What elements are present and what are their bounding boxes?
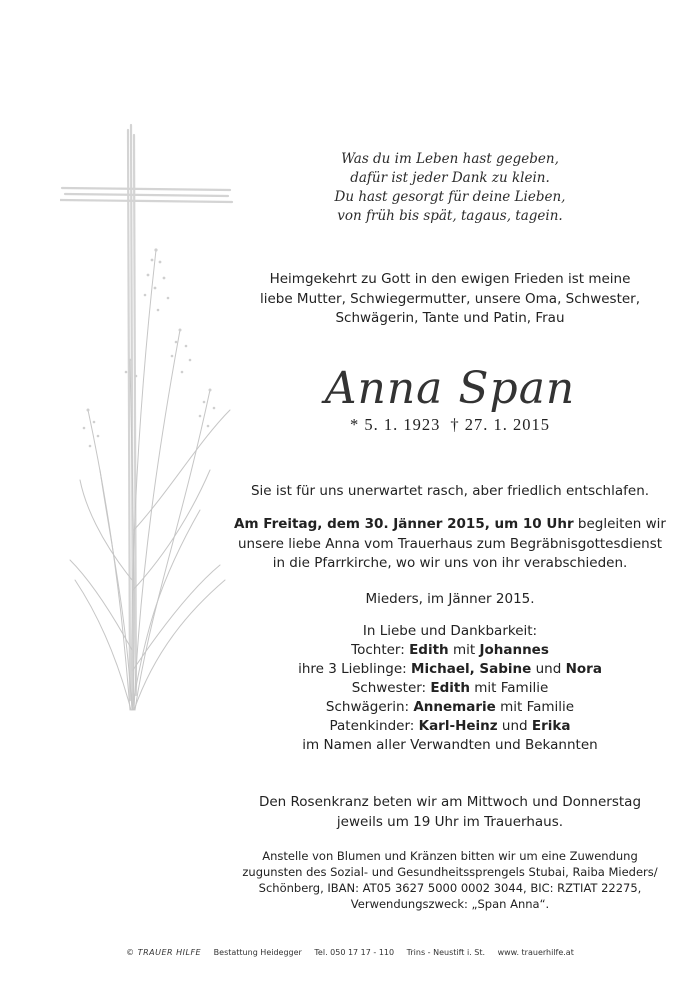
mourner-row: Schwägerin: Annemarie mit Familie bbox=[325, 699, 575, 715]
death-date: † 27. 1. 2015 bbox=[450, 415, 550, 434]
poem-line: von früh bis spät, tagaus, tagein. bbox=[337, 208, 563, 224]
trauerhilfe-logo: © TRAUER HILFE bbox=[126, 948, 202, 957]
intro-line: Heimgekehrt zu Gott in den ewigen Frieden ist meine bbox=[269, 271, 631, 287]
company-address: Trins - Neustift i. St. bbox=[406, 948, 486, 957]
funeral-text: begleiten wir bbox=[573, 516, 666, 532]
funeral-text: unsere liebe Anna vom Trauerhaus zum Begräbnisgottesdienst bbox=[237, 535, 663, 552]
poem-line: dafür ist jeder Dank zu klein. bbox=[350, 170, 550, 186]
funeral-date: Am Freitag, dem 30. Jänner 2015, um 10 Uhr bbox=[234, 516, 574, 532]
donation-notice: Anstelle von Blumen und Kränzen bitten wir um eine Zuwendung zugunsten des Sozial- und Gesundheitssprengels Stubai, Raiba Mieders/ Schönberg, IBAN: AT05 3627 5000 0002 3044, BIC: RZTIAT 22275, Verwendungszweck: „Span Anna“. bbox=[242, 849, 658, 911]
birth-date: * 5. 1. 1923 bbox=[350, 415, 441, 434]
mourner-row: Patenkinder: Karl-Heinz und Erika bbox=[329, 718, 571, 734]
mourner-row: Tochter: Edith mit Johannes bbox=[351, 642, 549, 658]
intro-line: liebe Mutter, Schwiegermutter, unsere Oma, Schwester, bbox=[259, 290, 641, 307]
mourners-heading: In Liebe und Dankbarkeit: bbox=[362, 623, 538, 639]
announcement-intro bbox=[205, 270, 695, 329]
deceased-name: Anna Span bbox=[324, 363, 576, 414]
mourners-list bbox=[205, 622, 695, 755]
footer-imprint bbox=[0, 948, 700, 957]
life-dates bbox=[205, 415, 695, 435]
mourner-row: ihre 3 Lieblinge: Michael, Sabine und Nora bbox=[298, 661, 602, 677]
company-website: www. trauerhilfe.at bbox=[497, 948, 574, 957]
funeral-text: in die Pfarrkirche, wo wir uns von ihr verabschieden. bbox=[272, 555, 628, 571]
company-phone: Tel. 050 17 17 - 110 bbox=[314, 948, 395, 957]
rosary-notice: Den Rosenkranz beten wir am Mittwoch und Donnerstag jeweils um 19 Uhr im Trauerhaus. bbox=[258, 794, 642, 830]
funeral-details bbox=[205, 515, 695, 574]
poem-line: Du hast gesorgt für deine Lieben, bbox=[334, 189, 566, 205]
passing-message: Sie ist für uns unerwartet rasch, aber friedlich entschlafen. bbox=[250, 483, 650, 499]
funeral-company: Bestattung Heidegger bbox=[213, 948, 302, 957]
mourners-closing: im Namen aller Verwandten und Bekannten bbox=[302, 737, 598, 753]
mourner-row: Schwester: Edith mit Familie bbox=[351, 680, 549, 696]
intro-line: Schwägerin, Tante und Patin, Frau bbox=[335, 310, 565, 326]
poem-line: Was du im Leben hast gegeben, bbox=[341, 151, 559, 167]
memorial-poem bbox=[205, 150, 695, 226]
place-date: Mieders, im Jänner 2015. bbox=[365, 591, 535, 607]
